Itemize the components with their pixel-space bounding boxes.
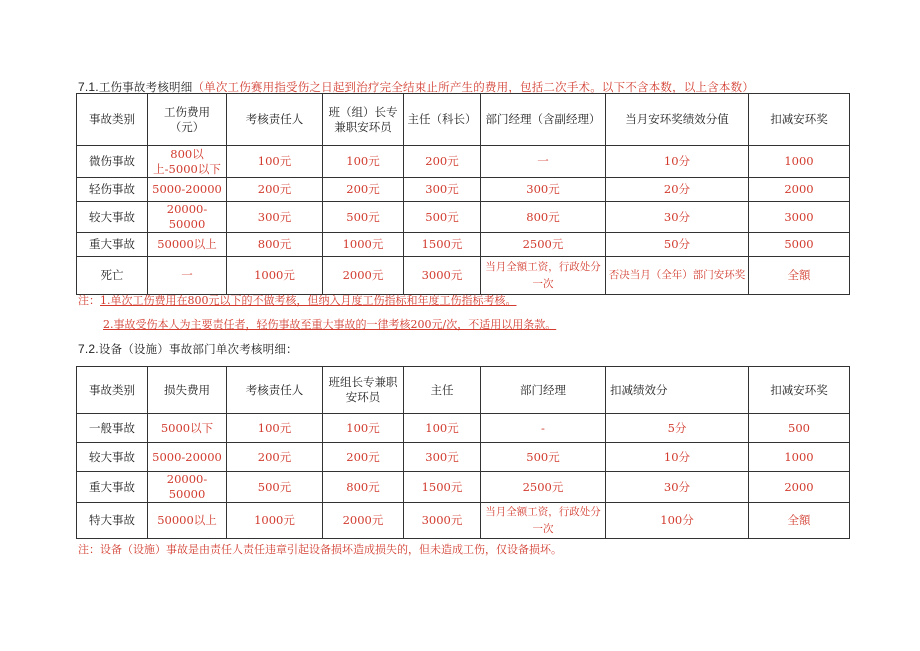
cell-responsible: 100元 bbox=[227, 146, 323, 178]
cell-dept-manager: 2500元 bbox=[481, 233, 606, 257]
cell-team-leader: 2000元 bbox=[323, 257, 404, 295]
cell-team-leader: 2000元 bbox=[323, 503, 404, 539]
cell-category: 较大事故 bbox=[77, 443, 148, 472]
cell-deduct-score: 5分 bbox=[606, 414, 749, 443]
cell-dept-manager: 一 bbox=[481, 146, 606, 178]
table-row bbox=[77, 233, 850, 257]
header-deduct-bonus: 扣减安环奖 bbox=[749, 367, 850, 414]
table-header-row bbox=[77, 94, 850, 146]
cell-category: 微伤事故 bbox=[77, 146, 148, 178]
cell-category: 轻伤事故 bbox=[77, 178, 148, 202]
section1-note1-text: 1.单次工伤费用在800元以下的不做考核，但纳入月度工伤指标和年度工伤指标考核。 bbox=[100, 294, 517, 307]
table-row bbox=[77, 202, 850, 233]
cell-cost: 一 bbox=[148, 257, 227, 295]
section2-title-text: 设备（设施）事故部门单次考核明细： bbox=[98, 342, 298, 356]
cell-team-leader: 1000元 bbox=[323, 233, 404, 257]
table-row bbox=[77, 257, 850, 295]
cell-score: 30分 bbox=[606, 202, 749, 233]
table-row bbox=[77, 503, 850, 539]
section1-title-number: 7.1. bbox=[78, 80, 99, 94]
cell-category: 死亡 bbox=[77, 257, 148, 295]
cell-director: 1500元 bbox=[404, 472, 481, 503]
table-header-row bbox=[77, 367, 850, 414]
cell-team-leader: 100元 bbox=[323, 146, 404, 178]
header-deduct-bonus: 扣减安环奖 bbox=[749, 94, 850, 146]
section1-note2-text: 2.事故受伤本人为主要责任者，轻伤事故至重大事故的一律考核200元/次，不适用以用条款。 bbox=[103, 318, 557, 331]
cell-deduct-bonus: 2000 bbox=[749, 472, 850, 503]
table-row bbox=[77, 443, 850, 472]
cell-director: 3000元 bbox=[404, 503, 481, 539]
cell-deduct-bonus: 3000 bbox=[749, 202, 850, 233]
header-deduct-score: 扣减绩效分 bbox=[606, 367, 749, 414]
cell-deduct-score: 10分 bbox=[606, 443, 749, 472]
header-category: 事故类别 bbox=[77, 94, 148, 146]
cell-deduct-bonus: 1000 bbox=[749, 146, 850, 178]
section1-note1 bbox=[78, 292, 517, 308]
equipment-assessment-table bbox=[76, 366, 850, 539]
cell-cost: 50000以上 bbox=[148, 233, 227, 257]
cell-dept-manager: - bbox=[481, 414, 606, 443]
cell-responsible: 1000元 bbox=[227, 257, 323, 295]
section1-note2 bbox=[103, 316, 556, 332]
header-director: 主任（科长） bbox=[404, 94, 481, 146]
cell-cost: 800以上-5000以下 bbox=[148, 146, 227, 178]
table-row bbox=[77, 414, 850, 443]
cell-responsible: 200元 bbox=[227, 178, 323, 202]
cell-category: 特大事故 bbox=[77, 503, 148, 539]
cell-team-leader: 100元 bbox=[323, 414, 404, 443]
header-dept-manager: 部门经理 bbox=[481, 367, 606, 414]
cell-dept-manager: 300元 bbox=[481, 178, 606, 202]
cell-responsible: 200元 bbox=[227, 443, 323, 472]
section1-title-text: 工伤事故考核明细 bbox=[98, 80, 193, 94]
cell-deduct-bonus: 5000 bbox=[749, 233, 850, 257]
cell-team-leader: 500元 bbox=[323, 202, 404, 233]
cell-dept-manager: 当月全額工资，行政处分一次 bbox=[481, 257, 606, 295]
cell-score: 50分 bbox=[606, 233, 749, 257]
cell-director: 100元 bbox=[404, 414, 481, 443]
cell-team-leader: 200元 bbox=[323, 443, 404, 472]
header-team-leader: 班组长专兼职安环员 bbox=[323, 367, 404, 414]
cell-director: 1500元 bbox=[404, 233, 481, 257]
header-category: 事故类别 bbox=[77, 367, 148, 414]
section1-title-note: （单次工伤赛用指受伤之日起到治疗完全结束止所产生的费用，包括二次手术。以下不含本数，以上含本数） bbox=[192, 80, 755, 94]
cell-director: 200元 bbox=[404, 146, 481, 178]
section2-note: 注：设备（设施）事故是由责任人责任违章引起设备损坏造成损失的，但未造成工伤，仅设备损坏。 bbox=[78, 543, 562, 556]
cell-loss: 50000以上 bbox=[148, 503, 227, 539]
cell-responsible: 1000元 bbox=[227, 503, 323, 539]
cell-category: 重大事故 bbox=[77, 472, 148, 503]
cell-loss: 5000以下 bbox=[148, 414, 227, 443]
cell-dept-manager: 当月全额工资，行政处分一次 bbox=[481, 503, 606, 539]
cell-deduct-bonus: 500 bbox=[749, 414, 850, 443]
cell-team-leader: 800元 bbox=[323, 472, 404, 503]
cell-responsible: 300元 bbox=[227, 202, 323, 233]
cell-score: 否决当月（全年）部门安环奖 bbox=[606, 257, 749, 295]
header-loss: 损失费用 bbox=[148, 367, 227, 414]
cell-category: 重大事故 bbox=[77, 233, 148, 257]
header-responsible: 考核责任人 bbox=[227, 94, 323, 146]
cell-score: 20分 bbox=[606, 178, 749, 202]
table-row bbox=[77, 178, 850, 202]
cell-deduct-bonus: 全額 bbox=[749, 503, 850, 539]
cell-category: 一般事故 bbox=[77, 414, 148, 443]
cell-responsible: 800元 bbox=[227, 233, 323, 257]
cell-director: 300元 bbox=[404, 178, 481, 202]
cell-director: 3000元 bbox=[404, 257, 481, 295]
cell-team-leader: 200元 bbox=[323, 178, 404, 202]
injury-assessment-table bbox=[76, 93, 850, 295]
table-row bbox=[77, 146, 850, 178]
cell-responsible: 500元 bbox=[227, 472, 323, 503]
header-cost: 工伤费用（元） bbox=[148, 94, 227, 146]
cell-dept-manager: 800元 bbox=[481, 202, 606, 233]
cell-dept-manager: 500元 bbox=[481, 443, 606, 472]
cell-loss: 20000-50000 bbox=[148, 472, 227, 503]
section1-note-prefix: 注： bbox=[78, 294, 100, 307]
cell-director: 500元 bbox=[404, 202, 481, 233]
cell-deduct-bonus: 2000 bbox=[749, 178, 850, 202]
header-director: 主任 bbox=[404, 367, 481, 414]
header-score: 当月安环奖绩效分值 bbox=[606, 94, 749, 146]
cell-responsible: 100元 bbox=[227, 414, 323, 443]
cell-score: 10分 bbox=[606, 146, 749, 178]
header-responsible: 考核责任人 bbox=[227, 367, 323, 414]
cell-cost: 20000-50000 bbox=[148, 202, 227, 233]
cell-category: 较大事故 bbox=[77, 202, 148, 233]
section2-title-number: 7.2. bbox=[78, 342, 99, 356]
cell-cost: 5000-20000 bbox=[148, 178, 227, 202]
section2-title bbox=[78, 341, 298, 357]
cell-director: 300元 bbox=[404, 443, 481, 472]
cell-deduct-bonus: 1000 bbox=[749, 443, 850, 472]
header-dept-manager: 部门经理（含副经理） bbox=[481, 94, 606, 146]
cell-deduct-bonus: 全額 bbox=[749, 257, 850, 295]
table-row bbox=[77, 472, 850, 503]
cell-deduct-score: 100分 bbox=[606, 503, 749, 539]
cell-deduct-score: 30分 bbox=[606, 472, 749, 503]
cell-loss: 5000-20000 bbox=[148, 443, 227, 472]
cell-dept-manager: 2500元 bbox=[481, 472, 606, 503]
header-team-leader: 班（组）长专兼职安环员 bbox=[323, 94, 404, 146]
